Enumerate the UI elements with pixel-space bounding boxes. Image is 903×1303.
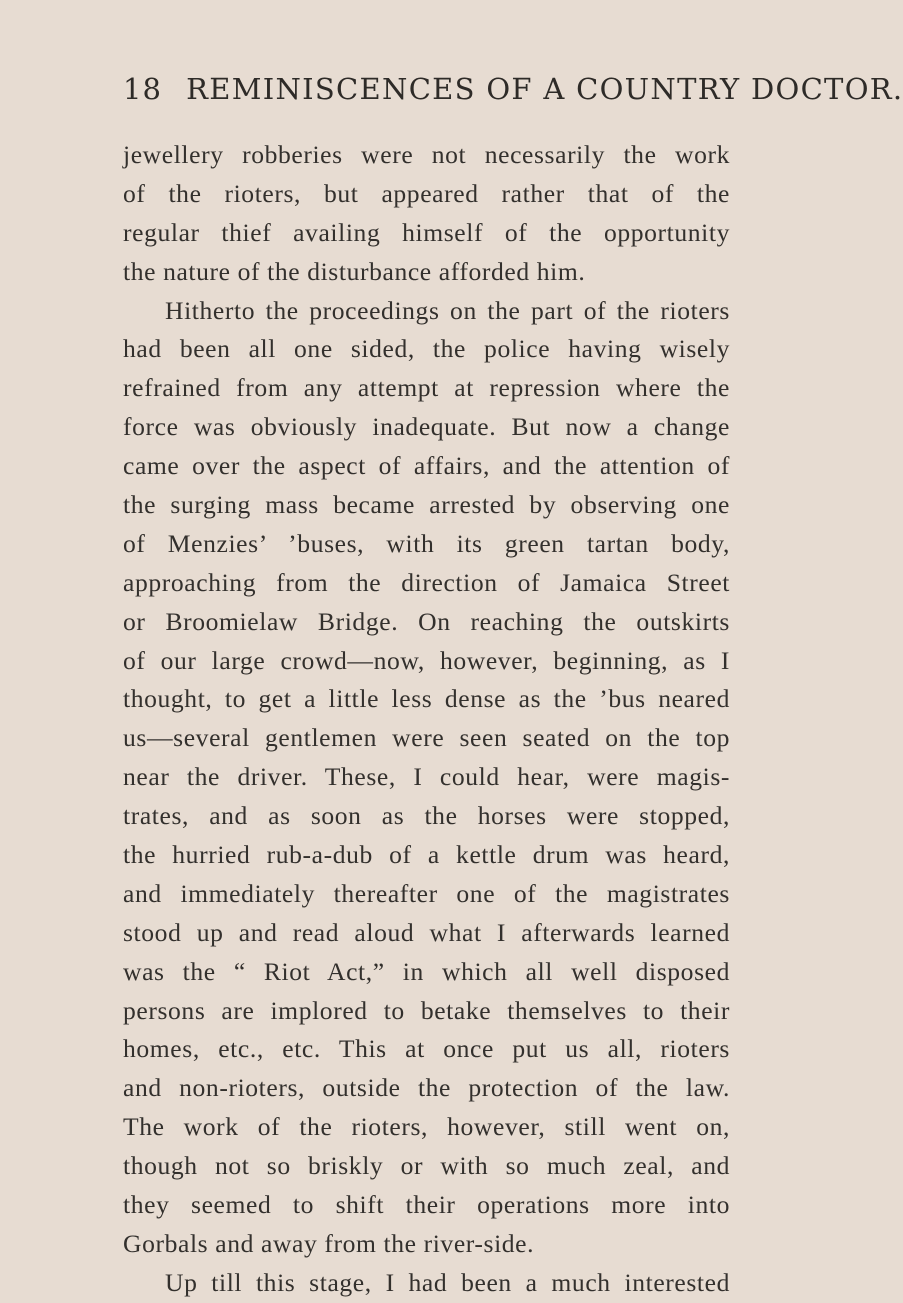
text-line: though not so briskly or with so much zeal, and: [123, 1151, 730, 1181]
page-number: 18: [123, 72, 163, 106]
text-line: Gorbals and away from the river-side.: [123, 1228, 535, 1258]
text-line: refrained from any attempt at repression where the: [123, 373, 730, 403]
text-line: the nature of the disturbance afforded him.: [123, 256, 586, 286]
running-head: [123, 72, 903, 106]
text-line: near the driver. These, I could hear, were magis-: [123, 762, 730, 792]
running-title: REMINISCENCES OF A COUNTRY DOCTOR.: [186, 72, 903, 106]
text-line: and non-rioters, outside the protection of the law.: [123, 1073, 730, 1103]
text-line: us—several gentlemen were seen seated on the top: [123, 723, 730, 753]
text-line: jewellery robberies were not necessarily the work: [123, 140, 730, 169]
text-line: of the rioters, but appeared rather that of the: [123, 178, 730, 208]
text-line: The work of the rioters, however, still went on,: [123, 1112, 730, 1142]
text-line: force was obviously inadequate. But now a change: [123, 412, 730, 442]
text-line: was the “ Riot Act,” in which all well disposed: [123, 956, 730, 986]
text-line: homes, etc., etc. This at once put us all, rioters: [123, 1034, 730, 1064]
text-line: had been all one sided, the police having wisely: [123, 334, 730, 364]
text-line: regular thief availing himself of the opportunity: [123, 217, 730, 247]
text-line: the hurried rub-a-dub of a kettle drum was heard,: [123, 840, 730, 870]
text-line: Up till this stage, I had been a much interested: [165, 1267, 730, 1297]
text-line: approaching from the direction of Jamaica Street: [123, 567, 730, 597]
text-line: stood up and read aloud what I afterwards learned: [123, 917, 730, 947]
text-line: came over the aspect of affairs, and the attention of: [123, 451, 730, 481]
text-line: of our large crowd—now, however, beginning, as I: [123, 645, 730, 675]
text-line: the surging mass became arrested by observing one: [123, 490, 730, 520]
text-line: persons are implored to betake themselves to their: [123, 995, 730, 1025]
text-line: of Menzies’ ’buses, with its green tartan body,: [123, 528, 730, 558]
text-line: or Broomielaw Bridge. On reaching the outskirts: [123, 606, 730, 636]
text-line: and immediately thereafter one of the magistrates: [123, 878, 730, 908]
text-line: Hitherto the proceedings on the part of the rioters: [165, 295, 730, 325]
text-line: trates, and as soon as the horses were stopped,: [123, 801, 730, 831]
text-line: thought, to get a little less dense as the ’bus neared: [123, 684, 730, 714]
text-line: they seemed to shift their operations more into: [123, 1190, 730, 1220]
body-text: [123, 136, 730, 1303]
